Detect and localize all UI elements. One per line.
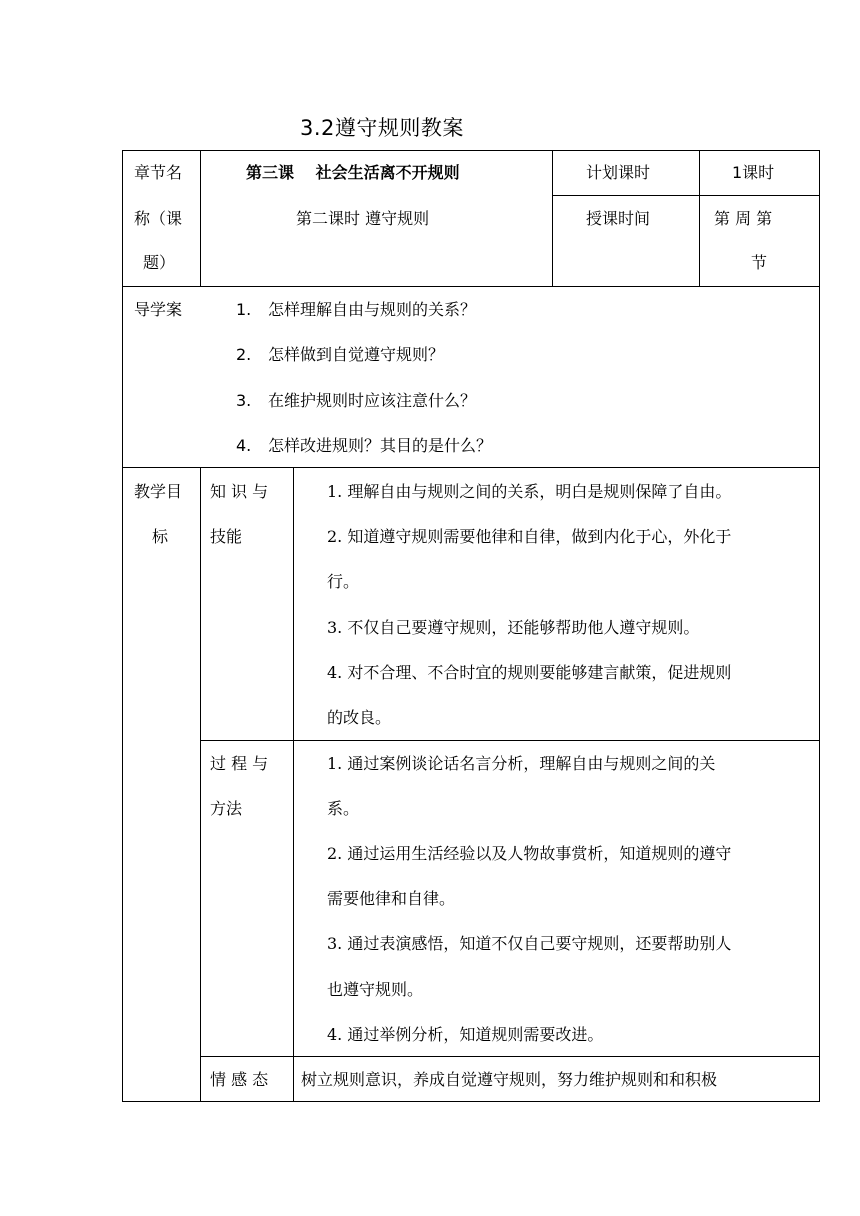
guide-item-4-num: 4. bbox=[236, 436, 252, 455]
chapter-label-line-3: 题） bbox=[143, 253, 176, 272]
guide-item-1-text: 怎样理解自由与规则的关系？ bbox=[268, 300, 477, 319]
knowledge-line-5: 4. 对不合理、不合时宜的规则要能够建言献策，促进规则 bbox=[327, 663, 732, 682]
process-label-line-1: 过 程 与 bbox=[210, 754, 269, 773]
guide-item-2-text: 怎样做到自觉遵守规则？ bbox=[268, 345, 445, 364]
emotion-label-line-1: 情 感 态 bbox=[210, 1070, 269, 1089]
teach-time-value-line-1: 第 周 第 bbox=[714, 209, 773, 228]
guide-item-1-num: 1. bbox=[236, 300, 252, 319]
knowledge-line-2: 2. 知道遵守规则需要他律和自律，做到内化于心，外化于 bbox=[327, 527, 732, 546]
process-line-7: 4. 通过举例分析，知道规则需要改进。 bbox=[327, 1025, 604, 1044]
knowledge-label-line-2: 技能 bbox=[210, 527, 243, 546]
guide-label: 导学案 bbox=[134, 300, 183, 319]
process-line-5: 3. 通过表演感悟，知道不仅自己要守规则，还要帮助别人 bbox=[327, 934, 732, 953]
teach-time-value-line-2: 节 bbox=[751, 253, 768, 272]
knowledge-line-4: 3. 不仅自己要遵守规则，还能够帮助他人遵守规则。 bbox=[327, 618, 700, 637]
knowledge-label-line-1: 知 识 与 bbox=[210, 482, 269, 501]
objectives-label-line-2: 标 bbox=[152, 527, 169, 546]
plan-hours-label: 计划课时 bbox=[586, 163, 651, 182]
knowledge-line-6: 的改良。 bbox=[327, 708, 392, 727]
process-line-2: 系。 bbox=[327, 799, 360, 818]
objectives-label-line-1: 教学目 bbox=[134, 482, 183, 501]
emotion-line-1: 树立规则意识，养成自觉遵守规则，努力维护规则和和积极 bbox=[301, 1070, 718, 1089]
process-line-4: 需要他律和自律。 bbox=[327, 889, 456, 908]
process-label-line-2: 方法 bbox=[210, 799, 243, 818]
guide-item-4-text: 怎样改进规则？其目的是什么？ bbox=[268, 436, 493, 455]
teach-time-label: 授课时间 bbox=[586, 209, 651, 228]
guide-item-2-num: 2. bbox=[236, 345, 252, 364]
process-line-6: 也遵守规则。 bbox=[327, 980, 424, 999]
chapter-label-line-1: 章节名 bbox=[134, 163, 183, 182]
guide-item-3-text: 在维护规则时应该注意什么？ bbox=[268, 391, 477, 410]
process-line-3: 2. 通过运用生活经验以及人物故事赏析，知道规则的遵守 bbox=[327, 844, 732, 863]
document-title: 3.2遵守规则教案 bbox=[300, 116, 464, 140]
chapter-label-line-2: 称（课 bbox=[134, 209, 183, 228]
knowledge-line-3: 行。 bbox=[327, 572, 360, 591]
process-line-1: 1. 通过案例谈论话名言分析，理解自由与规则之间的关 bbox=[327, 754, 716, 773]
knowledge-line-1: 1. 理解自由与规则之间的关系，明白是规则保障了自由。 bbox=[327, 482, 732, 501]
lesson-subtitle: 第二课时 遵守规则 bbox=[296, 209, 430, 228]
plan-hours-value: 1课时 bbox=[732, 163, 775, 182]
lesson-title: 第三课 社会生活离不开规则 bbox=[246, 163, 460, 182]
guide-item-3-num: 3. bbox=[236, 391, 252, 410]
